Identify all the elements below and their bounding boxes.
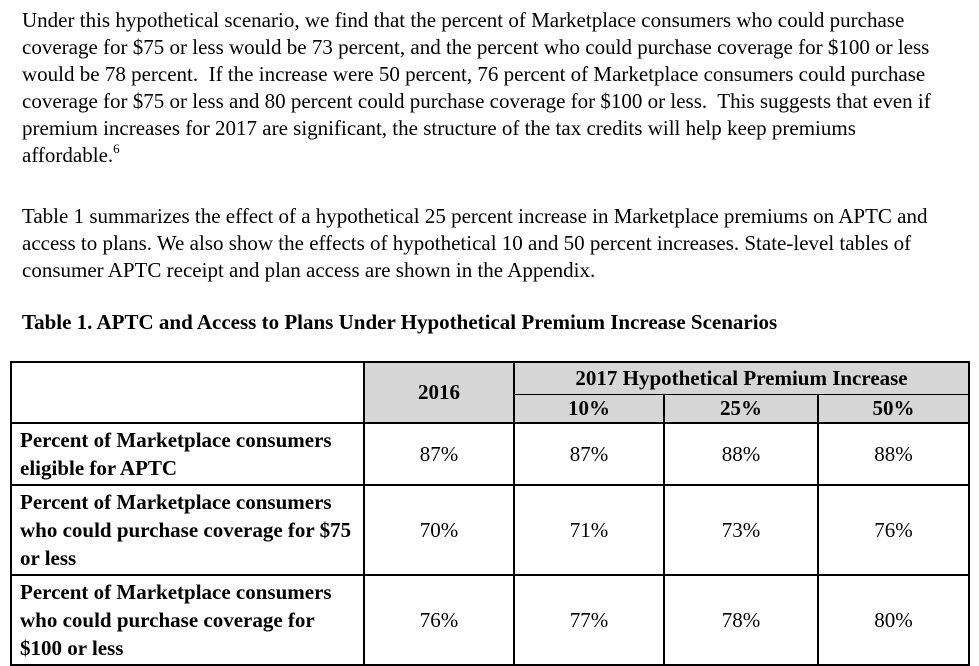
- cell-50pct: 76%: [818, 485, 969, 575]
- cell-25pct: 78%: [664, 575, 818, 665]
- row-label: Percent of Marketplace consumers who could purchase coverage for $75 or less: [11, 485, 364, 575]
- footnote-reference-6: 6: [113, 141, 120, 156]
- row-label: Percent of Marketplace consumers eligible for APTC: [11, 423, 364, 485]
- column-header-25-percent: 25%: [664, 395, 818, 424]
- cell-50pct: 80%: [818, 575, 969, 665]
- header-row-top: [11, 362, 969, 395]
- table-row-purchase-75-or-less: [11, 485, 969, 575]
- column-header-10-percent: 10%: [514, 395, 664, 424]
- table-title: Table 1. APTC and Access to Plans Under Hypothetical Premium Increase Scenarios: [22, 310, 778, 334]
- cell-2016: 87%: [364, 423, 514, 485]
- table-1: [10, 361, 970, 666]
- cell-10pct: 71%: [514, 485, 664, 575]
- cell-25pct: 88%: [664, 423, 818, 485]
- cell-10pct: 87%: [514, 423, 664, 485]
- row-label: Percent of Marketplace consumers who could purchase coverage for $100 or less: [11, 575, 364, 665]
- table-header: [11, 362, 969, 423]
- cell-10pct: 77%: [514, 575, 664, 665]
- paragraph-1-text: Under this hypothetical scenario, we find that the percent of Marketplace consumers who could purchase coverage for $75 or less would be 73 percent, and the percent who could purchase coverage for $100 or less would be 78 percent. If the increase were 50 percent, 76 percent of Marketplace consumers could purchase coverage for $75 or less and 80 percent could purchase coverage for $100 or less. This suggests that even if premium increases for 2017 are significant, the structure of the tax credits will help keep premiums affordable.: [22, 8, 936, 167]
- table-row-purchase-100-or-less: [11, 575, 969, 665]
- body-paragraph-2: Table 1 summarizes the effect of a hypothetical 25 percent increase in Marketplace premiums on APTC and access to plans. We also show the effects of hypothetical 10 and 50 percent increases. State-level tables of consumer APTC receipt and plan access are shown in the Appendix.: [22, 204, 933, 282]
- table-corner-cell: [11, 362, 364, 423]
- cell-25pct: 73%: [664, 485, 818, 575]
- column-header-50-percent: 50%: [818, 395, 969, 424]
- cell-2016: 76%: [364, 575, 514, 665]
- column-group-2017-hypothetical-premium-increase: 2017 Hypothetical Premium Increase: [514, 362, 969, 395]
- table-row-eligible-for-aptc: [11, 423, 969, 485]
- body-paragraph-1: [22, 0, 956, 169]
- cell-2016: 70%: [364, 485, 514, 575]
- column-header-2016: 2016: [364, 362, 514, 423]
- cell-50pct: 88%: [818, 423, 969, 485]
